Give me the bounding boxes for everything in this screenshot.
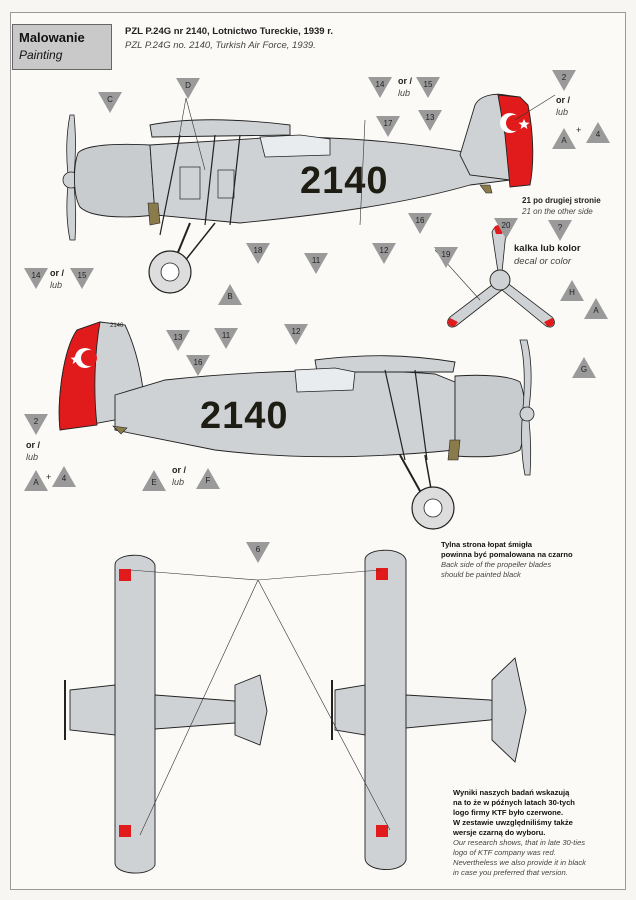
callout-marker-A	[584, 298, 608, 319]
propeller-note-pl-2: powinna być pomalowana na czarno	[441, 550, 573, 559]
research-en-4: in case you preferred that version.	[453, 868, 568, 877]
callout-marker-12	[284, 324, 308, 345]
or-label-3: or /	[50, 268, 65, 278]
lub-label-2: lub	[556, 107, 569, 117]
callout-marker-label: A	[593, 306, 599, 315]
callout-marker-G	[572, 357, 596, 378]
research-pl-5: wersje czarną do wyboru.	[453, 828, 546, 837]
lub-label-4: lub	[26, 452, 39, 462]
research-en-3: Nevertheless we also provide it in black	[453, 858, 586, 867]
callout-marker-label: 2	[561, 73, 567, 82]
callout-marker-4	[52, 466, 76, 487]
callout-marker-label: H	[569, 288, 575, 297]
callout-marker-E	[142, 470, 166, 491]
research-pl-3: logo firmy KTF było czerwone.	[453, 808, 564, 817]
section-title-en: Painting	[19, 48, 63, 62]
callout-marker-16	[186, 355, 210, 376]
callout-marker-C	[98, 92, 122, 113]
callout-marker-label: 14	[31, 271, 41, 280]
callout-marker-label: G	[580, 365, 588, 374]
callout-marker-13	[418, 110, 442, 131]
serial-bottom: 2140	[200, 395, 289, 437]
section-title-pl: Malowanie	[19, 30, 85, 45]
serial-top: 2140	[300, 160, 389, 202]
propeller-note-pl-1: Tylna strona łopat śmigła	[441, 540, 533, 549]
research-pl-2: na to że w późnych latach 30-tych	[453, 798, 575, 807]
callout-marker-D	[176, 78, 200, 99]
propeller-note-en-2: should be painted black	[441, 570, 521, 579]
or-label-2: or /	[556, 95, 571, 105]
callout-marker-B	[218, 284, 242, 305]
research-en-1: Our research shows, that in late 30-ties	[453, 838, 586, 847]
lub-label-5: lub	[172, 477, 185, 487]
callout-marker-17	[376, 116, 400, 137]
callout-marker-15	[416, 77, 440, 98]
callout-marker-q	[548, 220, 572, 241]
callout-marker-label: 6	[255, 545, 261, 554]
callout-marker-label: 12	[379, 246, 389, 255]
research-note	[453, 788, 628, 878]
callout-marker-13	[166, 330, 190, 351]
caption-pl: PZL P.24G nr 2140, Lotnictwo Tureckie, 1939 r.	[125, 26, 334, 37]
callout-marker-label: 18	[253, 246, 263, 255]
callout-marker-label: ?	[557, 223, 563, 232]
callout-marker-label: 16	[193, 358, 203, 367]
callout-marker-label: 15	[77, 271, 87, 280]
callout-marker-label: 17	[383, 119, 393, 128]
callout-marker-14	[368, 77, 392, 98]
propeller-note	[441, 540, 631, 580]
or-label-1: or /	[398, 76, 413, 86]
callout-marker-18	[246, 243, 270, 264]
callout-marker-label: 20	[501, 221, 511, 230]
decal-other-side-en: 21 on the other side	[522, 207, 593, 216]
lub-label-3: lub	[50, 280, 63, 290]
callout-marker-label: C	[107, 95, 113, 104]
callout-marker-11	[304, 253, 328, 274]
tail-small-serial: 2140	[110, 323, 124, 329]
callout-marker-2	[24, 414, 48, 435]
or-label-4: or /	[26, 440, 41, 450]
callout-marker-label: B	[227, 292, 233, 301]
callout-marker-label: 14	[375, 80, 385, 89]
callout-marker-label: A	[561, 136, 567, 145]
callout-marker-label: 19	[441, 250, 451, 259]
callout-marker-2	[552, 70, 576, 91]
callout-marker-label: 11	[221, 331, 231, 340]
callout-marker-label: 12	[291, 327, 301, 336]
research-pl-4: W zestawie uwzględniliśmy także	[453, 818, 573, 827]
caption-en: PZL P.24G no. 2140, Turkish Air Force, 1939.	[125, 40, 316, 51]
callout-marker-A	[24, 470, 48, 491]
callout-marker-11	[214, 328, 238, 349]
callout-marker-6	[246, 542, 270, 563]
research-en-2: logo of KTF company was red.	[453, 848, 556, 857]
callout-marker-label: 4	[595, 130, 601, 139]
or-label-5: or /	[172, 465, 187, 475]
decal-choice-pl: kalka lub kolor	[514, 243, 581, 254]
callout-marker-label: F	[205, 476, 211, 485]
callout-marker-label: 11	[311, 256, 321, 265]
callout-marker-16	[408, 213, 432, 234]
callout-marker-19	[434, 247, 458, 268]
callout-marker-14	[24, 268, 48, 289]
callout-marker-label: 16	[415, 216, 425, 225]
callout-marker-15	[70, 268, 94, 289]
callout-marker-label: 13	[425, 113, 435, 122]
decal-choice-en: decal or color	[514, 256, 572, 267]
callout-marker-label: A	[33, 478, 39, 487]
callout-marker-12	[372, 243, 396, 264]
callout-marker-4	[586, 122, 610, 143]
callout-marker-20	[494, 218, 518, 239]
callout-marker-label: D	[185, 81, 191, 90]
lub-label-1: lub	[398, 88, 411, 98]
callout-marker-label: 13	[173, 333, 183, 342]
research-pl-1: Wyniki naszych badań wskazują	[453, 788, 570, 797]
callout-marker-label: 2	[33, 417, 39, 426]
plus-1: +	[576, 125, 582, 135]
callout-marker-label: 4	[61, 474, 67, 483]
callout-marker-F	[196, 468, 220, 489]
callout-marker-label: 15	[423, 80, 433, 89]
callout-marker-A	[552, 128, 576, 149]
callout-marker-label: E	[151, 478, 157, 487]
decal-other-side-pl: 21 po drugiej stronie	[522, 196, 601, 205]
plus-2: +	[46, 472, 52, 482]
propeller-note-en-1: Back side of the propeller blades	[441, 560, 552, 569]
callout-marker-H	[560, 280, 584, 301]
